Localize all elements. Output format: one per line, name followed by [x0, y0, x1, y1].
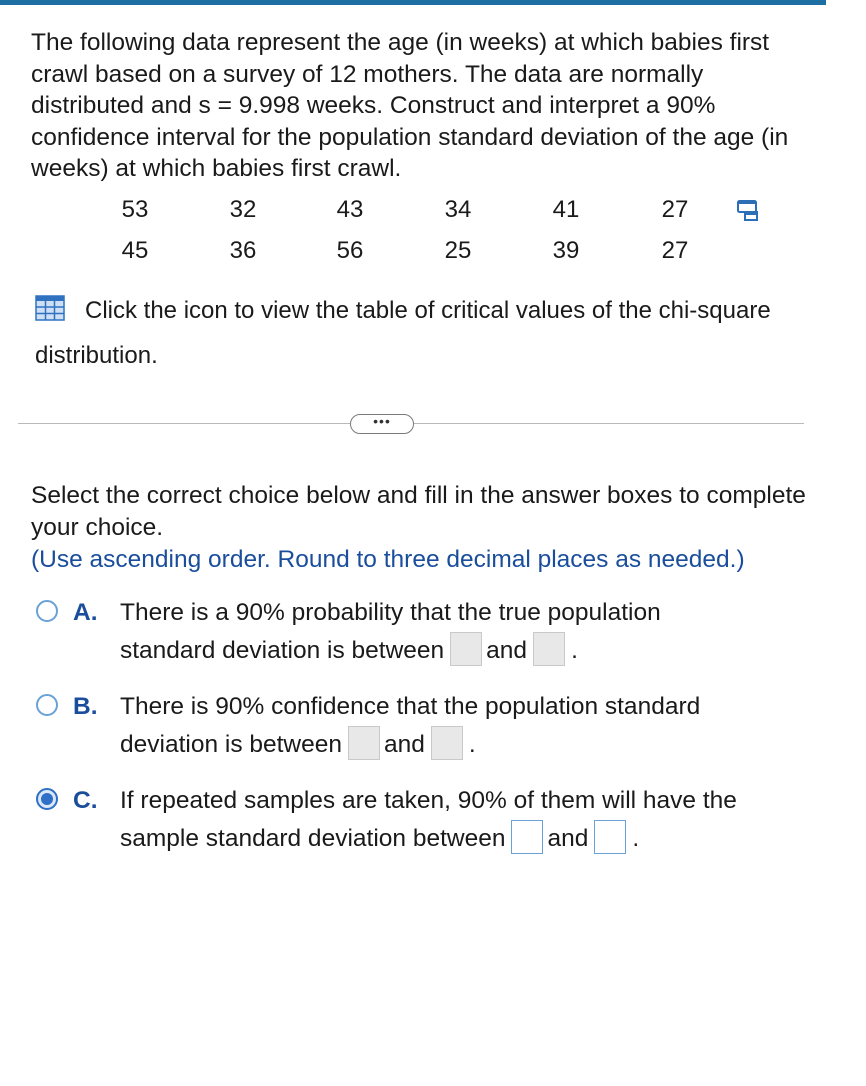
data-cell: 36: [229, 237, 257, 264]
choice-letter: A.: [73, 599, 98, 626]
data-cell: 25: [444, 237, 472, 264]
copy-data-icon[interactable]: [736, 199, 762, 223]
data-cell: 43: [336, 196, 364, 223]
data-cell: 41: [552, 196, 580, 223]
divider: [412, 423, 804, 424]
and-label: and: [384, 731, 425, 758]
data-cell: 34: [444, 196, 472, 223]
radio-selected-dot: [41, 793, 53, 805]
answer-box-lower[interactable]: [348, 726, 380, 760]
answer-box-lower[interactable]: [450, 632, 482, 666]
table-grid-icon[interactable]: [35, 291, 65, 317]
top-accent-bar: [0, 0, 826, 5]
data-row: [0, 235, 760, 267]
choice-line-prefix: deviation is between: [120, 731, 343, 758]
period: .: [632, 825, 640, 852]
more-button[interactable]: •••: [350, 414, 414, 434]
choice-line: [120, 820, 820, 858]
instructions-hint: (Use ascending order. Round to three decimal places as needed.): [31, 546, 745, 573]
answer-box-upper[interactable]: [594, 820, 626, 854]
choice-line: [120, 726, 820, 764]
choice-text: [120, 594, 820, 670]
data-row: [0, 194, 760, 226]
period: .: [571, 637, 578, 664]
critical-values-link-text[interactable]: Click the icon to view the table of critical values of the chi-square distribution.: [35, 297, 771, 369]
data-cell: 45: [121, 237, 149, 264]
radio-c[interactable]: [36, 788, 58, 810]
choice-line-prefix: sample standard deviation between: [120, 825, 506, 852]
answer-box-upper[interactable]: [431, 726, 463, 760]
critical-values-link: [35, 288, 805, 378]
radio-b[interactable]: [36, 694, 58, 716]
choice-line: There is 90% confidence that the population standard: [120, 693, 701, 720]
and-label: and: [547, 825, 589, 852]
radio-a[interactable]: [36, 600, 58, 622]
divider: [18, 423, 350, 424]
data-cell: 27: [661, 237, 689, 264]
and-label: and: [486, 637, 528, 664]
choice-text: [120, 688, 820, 764]
choice-letter: B.: [73, 693, 98, 720]
data-cell: 53: [121, 196, 149, 223]
answer-box-upper[interactable]: [533, 632, 565, 666]
question-text: The following data represent the age (in weeks) at which babies first crawl based on a survey of 12 mothers. The data are normally distributed and s = 9.998 weeks. Construct and interpret a 90% confidence interval for the population standard deviation of the age (in weeks) at which babies first crawl.: [31, 29, 789, 182]
period: .: [468, 731, 476, 758]
choice-text: [120, 782, 820, 858]
choice-line-prefix: standard deviation is between: [120, 637, 445, 664]
choice-line: There is a 90% probability that the true population: [120, 599, 661, 626]
data-cell: 27: [661, 196, 689, 223]
choice-letter: C.: [73, 787, 98, 814]
data-cell: 56: [336, 237, 364, 264]
instructions: [31, 480, 821, 576]
answer-box-lower[interactable]: [511, 820, 543, 854]
data-cell: 39: [552, 237, 580, 264]
choice-line: If repeated samples are taken, 90% of them will have the: [120, 787, 737, 814]
instructions-text: Select the correct choice below and fill in the answer boxes to complete your choice.: [31, 482, 806, 541]
data-cell: 32: [229, 196, 257, 223]
choice-line: [120, 632, 820, 670]
